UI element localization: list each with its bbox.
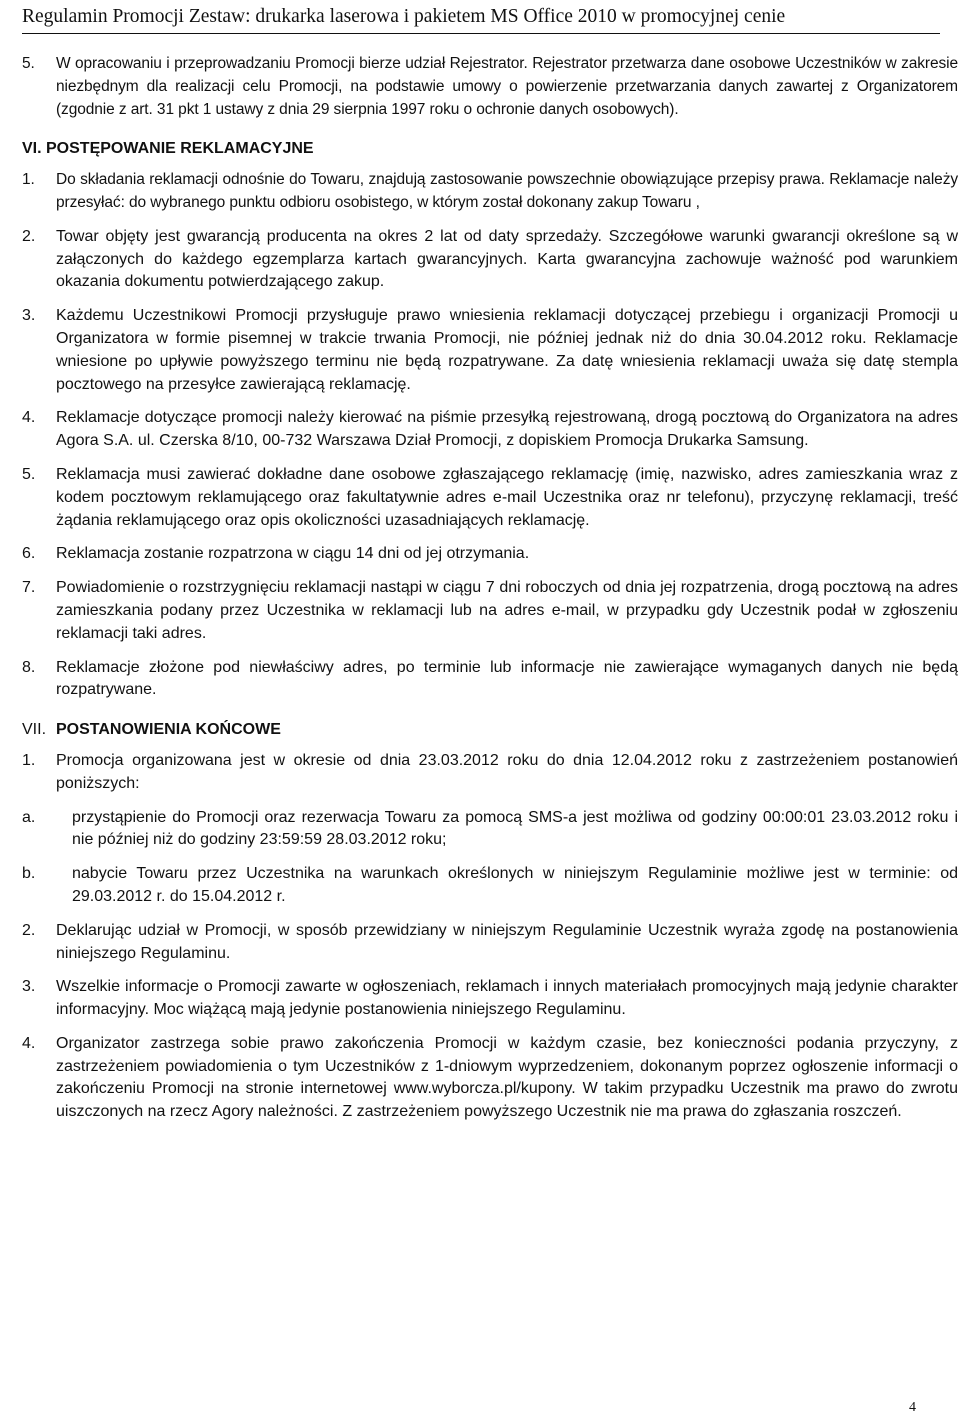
section7-item-3: [22, 976, 958, 1022]
subitem-letter: b.: [22, 865, 36, 883]
item-number: 4.: [22, 409, 36, 427]
section5-item-5: [22, 53, 958, 121]
item-number: 5.: [22, 55, 35, 72]
item-text: Reklamacje dotyczące promocji należy kierować na piśmie przesyłką rejestrowaną, drogą pocztową do Organizatora na adres Agora S.A. ul. Czerska 8/10, 00-732 Warszawa Dział Promocji, z dopiskiem Promocja Drukarka Samsung.: [56, 409, 958, 450]
section7-item-4: [22, 1033, 958, 1124]
section7-subitem-b: [22, 863, 958, 909]
item-number: 5.: [22, 465, 36, 483]
item-number: 2.: [22, 227, 36, 245]
item-text: Wszelkie informacje o Promocji zawarte w ogłoszeniach, reklamach i innych materiałach promocyjnych mają jedynie charakter informacyjny. Moc wiążącą mają jedynie postanowienia niniejszego Regulaminu.: [56, 978, 958, 1019]
subitem-text: przystąpienie do Promocji oraz rezerwacja Towaru za pomocą SMS-a jest możliwa od godziny 00:00:01 23.03.2012 roku i nie później niż do godziny 23:59:59 28.03.2012 roku;: [72, 808, 958, 849]
header-divider: [22, 33, 940, 34]
page-header-title: Regulamin Promocji Zestaw: drukarka laserowa i pakietem MS Office 2010 w promocyjnej cenie: [22, 6, 786, 27]
section6-item-4: [22, 407, 958, 453]
item-text: Do składania reklamacji odnośnie do Towaru, znajdują zastosowanie powszechnie obowiązujące przepisy prawa. Reklamacje należy przesyłać: do wybranego punktu odbioru osobistego, w którym został dokonany zakup Towaru ,: [56, 171, 958, 211]
item-text: Reklamacja musi zawierać dokładne dane osobowe zgłaszającego reklamację (imię, nazwisko, adres zamieszkania wraz z kodem pocztowym reklamującego oraz fakultatywnie adres e-mail Uczestnika oraz nr telefonu), przyczynę reklamacji, treść żądania reklamującego oraz opis okoliczności uzasadniających reklamację.: [56, 465, 958, 529]
section6-item-6: [22, 543, 958, 566]
section6-item-2: [22, 226, 958, 294]
item-number: 7.: [22, 579, 36, 597]
item-number: 2.: [22, 921, 36, 939]
section6-item-1: [22, 169, 958, 215]
section-heading-vii: [22, 719, 958, 742]
item-text: Promocja organizowana jest w okresie od dnia 23.03.2012 roku do dnia 12.04.2012 roku z zastrzeżeniem postanowień poniższych:: [56, 751, 958, 792]
section-title: POSTANOWIENIA KOŃCOWE: [56, 721, 281, 739]
item-text: W opracowaniu i przeprowadzaniu Promocji bierze udział Rejestrator. Rejestrator przetwarza dane osobowe Uczestników w zakresie niezbędnym dla realizacji celu Promocji, na podstawie umowy o powierzenie przetwarzania danych zawartej z Organizatorem (zgodnie z art. 31 pkt 1 ustawy z dnia 29 sierpnia 1997 roku o ochronie danych osobowych).: [56, 55, 958, 118]
item-text: Reklamacje złożone pod niewłaściwy adres, po terminie lub informacje nie zawierające wymaganych danych nie będą rozpatrywane.: [56, 658, 958, 699]
item-number: 3.: [22, 978, 36, 996]
item-text: Towar objęty jest gwarancją producenta na okres 2 lat od daty sprzedaży. Szczegółowe warunki gwarancji określone są w załączonych do każdego egzemplarza kartach gwarancyjnych. Karta gwarancyjna zachowuje ważność pod warunkiem okazania dokumentu potwierdzającego zakup.: [56, 227, 958, 291]
item-number: 4.: [22, 1034, 36, 1052]
section6-item-7: [22, 577, 958, 645]
section7-item-2: [22, 920, 958, 966]
item-text: Każdemu Uczestnikowi Promocji przysługuje prawo wniesienia reklamacji dotyczącej przebiegu i organizacji Promocji u Organizatora w formie pisemnej w trakcie trwania Promocji, nie później jednak niż do dnia 30.04.2012 roku. Reklamacje wniesione po upływie powyższego terminu nie będą rozpatrywane. Za datę wniesienia reklamacji uważa się datę stempla pocztowego na przesyłce zawierającą reklamację.: [56, 307, 958, 393]
item-number: 3.: [22, 307, 36, 325]
item-text: Organizator zastrzega sobie prawo zakończenia Promocji w każdym czasie, bez konieczności podania przyczyny, z zastrzeżeniem powiadomienia o tym Uczestników z 1-dniowym wyprzedzeniem, dokonanym poprzez ogłoszenie informacji o zakończeniu Promocji na stronie internetowej www.wyborcza.pl/kupony. W takim przypadku Uczestnik ma prawo do zwrotu uiszczonych na rzecz Agory należności. Z zastrzeżeniem powyższego Uczestnik nie ma prawa do zgłaszania roszczeń.: [56, 1034, 958, 1121]
page-number: 4: [909, 1400, 916, 1415]
item-text: Powiadomienie o rozstrzygnięciu reklamacji nastąpi w ciągu 7 dni roboczych od dnia jej rozpatrzenia, drogą pocztową na adres zamieszkania podany przez Uczestnika w reklamacji lub na adres e-mail, w przypadku gdy Uczestnik podał w zgłoszeniu reklamacji taki adres.: [56, 579, 958, 642]
subitem-text: nabycie Towaru przez Uczestnika na warunkach określonych w niniejszym Regulaminie możliwe jest w terminie: od 29.03.2012 r. do 15.04.2012 r.: [72, 865, 958, 905]
section7-subitem-a: [22, 807, 958, 853]
section6-item-3: [22, 305, 958, 396]
item-number: 8.: [22, 658, 36, 676]
section-title: VI. POSTĘPOWANIE REKLAMACYJNE: [22, 140, 314, 158]
item-text: Deklarując udział w Promocji, w sposób przewidziany w niniejszym Regulaminie Uczestnik wyraża zgodę na postanowienia niniejszego Regulaminu.: [56, 921, 958, 962]
section6-item-8: [22, 657, 958, 703]
item-number: 1.: [22, 751, 36, 769]
section7-item-1: [22, 750, 958, 796]
section-roman-numeral: VII.: [22, 721, 47, 739]
item-number: 6.: [22, 545, 36, 563]
item-text: Reklamacja zostanie rozpatrzona w ciągu 14 dni od jej otrzymania.: [56, 545, 530, 563]
item-number: 1.: [22, 171, 35, 189]
document-body: [22, 53, 958, 1135]
section6-item-5: [22, 464, 958, 532]
subitem-letter: a.: [22, 808, 36, 826]
section-heading-vi: [22, 138, 958, 161]
